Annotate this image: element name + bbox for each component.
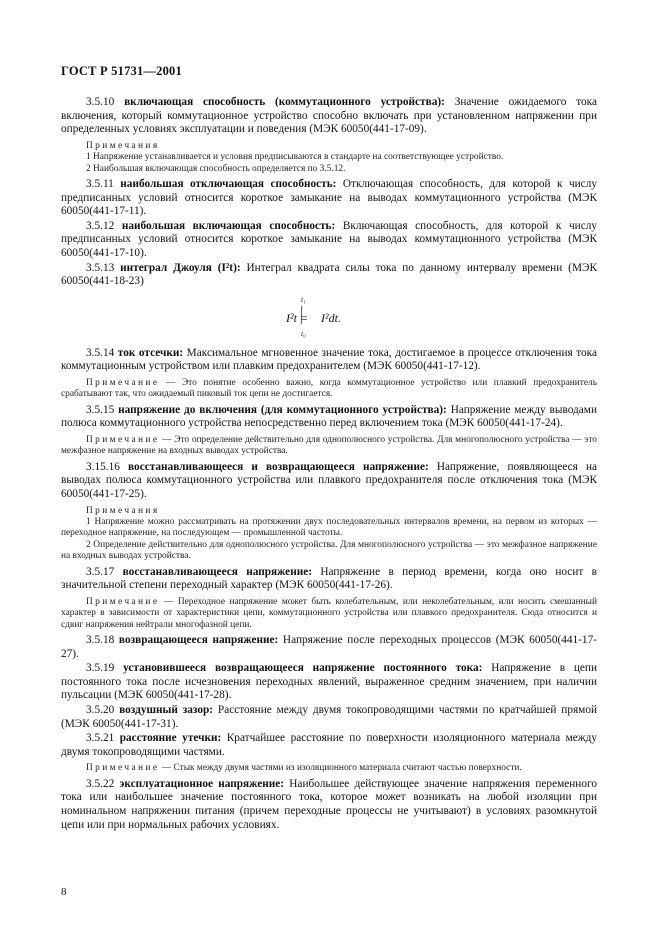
term-title: напряжение до включения (для коммутационного устройства): (118, 403, 447, 416)
term-number: 3.5.17 (86, 565, 115, 578)
term-definition: Напряжение, появляющееся на выводах полюса коммутационного устройства или плавкого предохранителя после отключения тока (МЭК 60050(441-17-25). (61, 460, 598, 500)
note-item: 2 Определение действительно для однополюсного устройства. Для многополюсного устройства — это межфазное напряжение на входных выводах устройства. (61, 539, 597, 562)
term-3-5-14 (61, 347, 597, 374)
term-3-5-19 (61, 662, 597, 703)
term-definition: Отключающая способность, для которой к числу предписанных условий относится короткое замыкание на выводах коммутационного устройства (МЭК 60050(441-17-11). (61, 178, 597, 218)
term-title: восстанавливающееся и возвращающееся напряжение: (128, 460, 429, 473)
note-text: — Переходное напряжение может быть колебательным, или неколебательным, или носить смешанный характер в зависимости от характеристики цепи, коммутационного устройства или плавкого предохранителя. Сюда относится и сдвиг напряжения нейтрали многофазной цепи. (61, 596, 597, 630)
term-definition: Максимальное мгновенное значение тока, достигаемое в процессе отключения тока коммутационным устройством или плавким предохранителем (МЭК 60050(441-17-12). (61, 346, 598, 373)
term-definition: Значение ожидаемого тока включения, который коммутационное устройство способно включать при установленном напряжении при определенных условиях эксплуатации и поведения (МЭК 60050(441-17-09). (61, 96, 597, 136)
note-3-5-17 (61, 597, 597, 631)
term-number: 3.5.15 (86, 403, 115, 416)
term-3-5-11 (61, 178, 597, 219)
formula-lhs: I²t (286, 310, 297, 325)
note-item: 1 Напряжение устанавливается и условия предписываются в стандарте на соответствующее устройство. (86, 152, 504, 163)
term-number: 3.5.11 (86, 178, 114, 190)
note-text: — Это понятие особенно важно, когда коммутационное устройство или плавкий предохранитель срабатывают так, что ожидаемый пиковый ток цепи не достигается. (61, 377, 597, 400)
note-3-5-14 (61, 378, 597, 401)
term-title: воздушный зазор: (119, 703, 214, 716)
term-3-15-16 (61, 461, 597, 502)
term-definition: Напряжение после переходных процессов (МЭК 60050(441-17-27). (61, 633, 597, 660)
term-number: 3.15.16 (86, 460, 120, 473)
term-title: расстояние утечки: (119, 732, 222, 745)
term-title: возвращающееся напряжение: (118, 633, 279, 646)
term-3-5-21 (61, 732, 597, 759)
note-3-5-21 (61, 763, 597, 774)
note-label: Примечание (86, 377, 160, 388)
note-label: Примечание (86, 596, 160, 607)
term-3-5-18 (61, 634, 597, 661)
note-item: 2 Наибольшая включающая способность определяется по 3.5.12. (86, 163, 346, 174)
term-number: 3.5.18 (86, 633, 115, 646)
integral-sign-icon (300, 302, 303, 328)
term-number: 3.5.22 (86, 777, 115, 790)
term-number: 3.5.13 (86, 261, 115, 274)
term-title: наибольшая включающая способность: (121, 219, 336, 232)
term-title: установившееся возвращающееся напряжение постоянного тока: (123, 662, 483, 675)
notes-heading: Примечания (86, 505, 160, 516)
page-number: 8 (61, 886, 67, 898)
term-number: 3.5.21 (86, 732, 115, 745)
formula-upper-limit: t₁ (301, 294, 306, 304)
term-title: ток отсечки: (117, 346, 184, 359)
term-3-5-15 (61, 404, 597, 431)
term-3-5-22 (61, 778, 597, 832)
term-3-5-20 (61, 704, 597, 731)
term-3-5-17 (61, 566, 597, 593)
notes-heading: Примечания (86, 140, 160, 151)
formula-equals: = (296, 310, 312, 325)
term-definition: Напряжение в цепи постоянного тока после исчезновения переходных явлений, выраженное средним значением, при наличии пульсации (МЭК 60050(441-17-28). (61, 662, 598, 702)
note-3-5-15 (61, 435, 597, 458)
note-label: Примечание (86, 763, 160, 774)
term-definition: Кратчайшее расстояние по поверхности изоляционного материала между двумя токопроводящими частями. (61, 732, 598, 758)
formula-integrand: I²dt. (321, 310, 341, 325)
term-definition: Наибольшее действующее значение напряжения переменного тока или наибольшее значение постоянного тока, которое может возникать на любой изоляции при номинальном напряжении питания (причем переходные процессы не учитывают) в условиях разомкнутой цепи или при нормальных рабочих условиях. (61, 777, 597, 831)
note-label: Примечание (86, 434, 160, 445)
notes-3-5-10 (61, 141, 597, 175)
term-definition: Интеграл квадрата силы тока по данному интервалу времени (МЭК 60050(441-18-23) (61, 261, 597, 288)
document-code-header: ГОСТ Р 51731—2001 (61, 64, 182, 78)
term-number: 3.5.10 (86, 96, 115, 108)
note-item: 1 Напряжение можно рассматривать на протяжении двух последовательных интервалов времени, на первом из которых — переходное напряжение, на последующем — промышленной частоты. (61, 516, 597, 539)
joule-integral-formula (61, 291, 597, 343)
term-3-5-10 (61, 96, 597, 137)
term-number: 3.5.20 (86, 703, 115, 716)
term-title: наибольшая отключающая способность: (120, 178, 337, 190)
note-text: — Это определение действительно для однополюсного устройства. Для многополюсного устройства — это межфазное напряжение на входных выводах устройства. (61, 434, 597, 457)
term-3-5-13 (61, 262, 597, 289)
term-title: эксплуатационное напряжение: (119, 777, 285, 790)
term-number: 3.5.14 (86, 346, 115, 359)
term-number: 3.5.12 (86, 219, 115, 232)
term-title: интеграл Джоуля (I²t): (120, 261, 241, 274)
term-definition: Расстояние между двумя токопроводящими частями по кратчайшей прямой (МЭК 60050(441-17-31). (61, 703, 598, 730)
term-title: включающая способность (коммутационного устройства): (124, 96, 445, 108)
term-definition: Включающая способность, для которой к числу предписанных условий относится короткое замыкание на выводах коммутационного устройства (МЭК 60050(441-17-10). (61, 219, 598, 259)
term-3-5-12 (61, 220, 597, 261)
term-definition: Напряжение в период времени, когда оно носит в значительной степени переходный характер (МЭК 60050(441-17-26). (61, 565, 598, 592)
term-number: 3.5.19 (86, 662, 115, 675)
formula-expression (286, 311, 341, 326)
note-text: — Стык между двумя частями из изоляционного материала считают частью поверхности. (161, 763, 522, 774)
formula-lower-limit: t₀ (301, 328, 306, 338)
term-title: восстанавливающееся напряжение: (122, 565, 312, 578)
term-definition: Напряжение между выводами полюса коммутационного устройства непосредственно перед включением тока (МЭК 60050(441-17-24). (61, 403, 597, 430)
notes-3-15-16 (61, 506, 597, 563)
